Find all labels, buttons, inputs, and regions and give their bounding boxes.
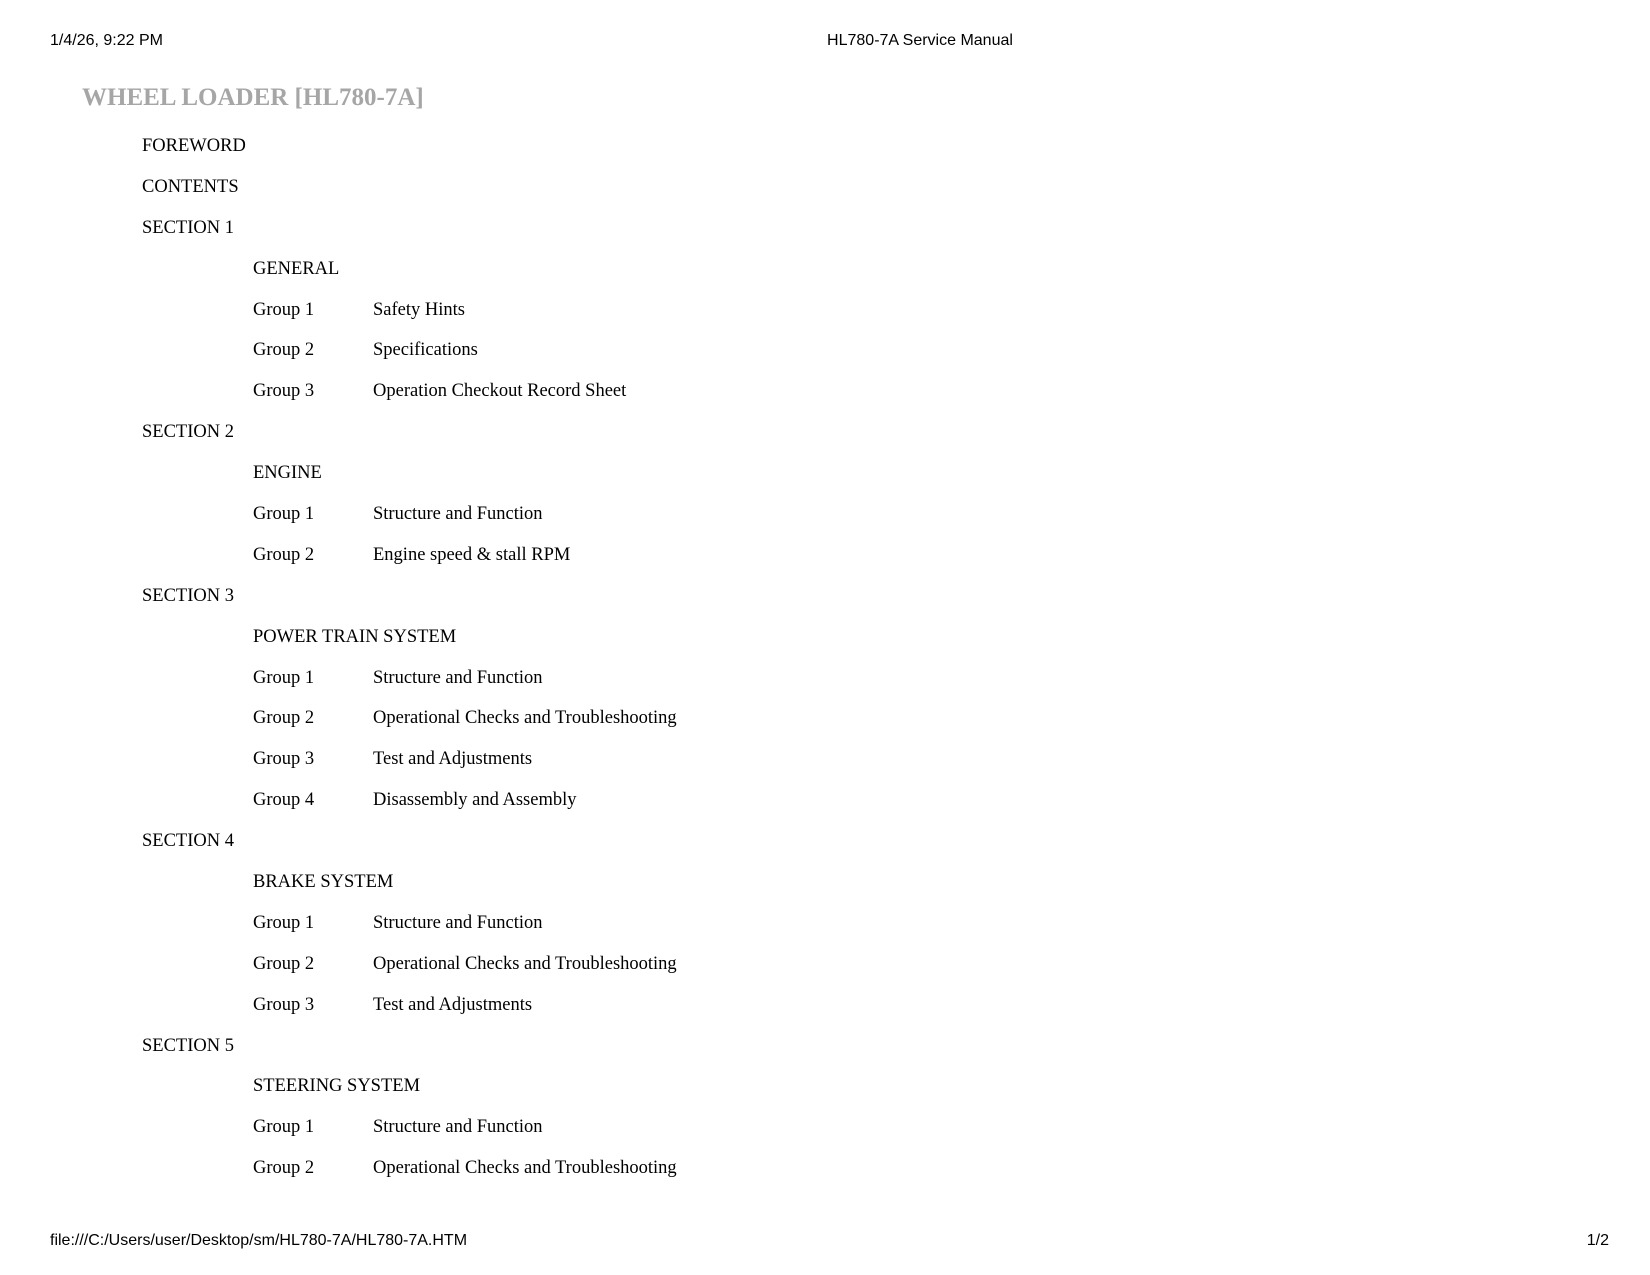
toc-group-number[interactable]: Group 3 xyxy=(253,381,315,402)
toc-group-row xyxy=(0,290,465,331)
toc-group-number[interactable]: Group 3 xyxy=(253,994,315,1015)
toc-group-row xyxy=(0,698,677,739)
toc-subsection-label: STEERING SYSTEM xyxy=(253,1076,421,1097)
toc-group-number[interactable]: Group 4 xyxy=(253,790,315,811)
page-heading: WHEEL LOADER [HL780-7A] xyxy=(82,84,424,111)
toc-group-row xyxy=(0,330,478,371)
toc-subsection-row xyxy=(0,453,456,494)
toc-group-link[interactable]: Operational Checks and Troubleshooting xyxy=(373,1158,677,1179)
toc-group-link[interactable]: Operational Checks and Troubleshooting xyxy=(373,708,677,729)
toc-section-row xyxy=(0,126,456,167)
toc-group-number[interactable]: Group 3 xyxy=(253,749,315,770)
toc-section-link[interactable]: SECTION 5 xyxy=(142,1035,234,1056)
page-number: 1/2 xyxy=(1586,1232,1609,1249)
print-date: 1/4/26, 9:22 PM xyxy=(50,32,163,49)
toc-section-row xyxy=(0,208,456,249)
toc-section-link[interactable]: FOREWORD xyxy=(142,136,246,156)
toc-group-number[interactable]: Group 1 xyxy=(253,299,315,320)
toc-section-link[interactable]: SECTION 3 xyxy=(142,585,234,606)
toc-subsection-row xyxy=(0,249,456,290)
toc-group-link[interactable]: Structure and Function xyxy=(373,504,543,525)
toc-section-link[interactable]: SECTION 4 xyxy=(142,831,234,852)
print-url: file:///C:/Users/user/Desktop/sm/HL780-7A/HL780-7A.HTM xyxy=(50,1232,468,1249)
toc-group-row xyxy=(0,535,571,576)
toc-group-row xyxy=(0,985,533,1026)
toc-section-row xyxy=(0,412,456,453)
toc-group-link[interactable]: Structure and Function xyxy=(373,912,543,933)
toc-group-link[interactable]: Operation Checkout Record Sheet xyxy=(373,381,627,402)
toc-subsection-label: POWER TRAIN SYSTEM xyxy=(253,626,457,647)
toc-subsection-label: GENERAL xyxy=(253,258,340,279)
toc-group-number[interactable]: Group 2 xyxy=(253,953,315,974)
toc-section-link[interactable]: SECTION 2 xyxy=(142,422,234,443)
toc-section-row xyxy=(0,167,456,208)
toc-group-row xyxy=(0,494,543,535)
toc-group-link[interactable]: Safety Hints xyxy=(373,299,465,320)
toc-group-number[interactable]: Group 1 xyxy=(253,667,315,688)
toc-group-number[interactable]: Group 2 xyxy=(253,1158,315,1179)
toc-group-row xyxy=(0,1107,543,1148)
toc-subsection-row xyxy=(0,617,456,658)
toc-group-link[interactable]: Operational Checks and Troubleshooting xyxy=(373,953,677,974)
toc-group-number[interactable]: Group 1 xyxy=(253,1117,315,1138)
toc-group-link[interactable]: Structure and Function xyxy=(373,1117,543,1138)
toc-group-number[interactable]: Group 1 xyxy=(253,504,315,525)
toc-group-row xyxy=(0,1148,677,1189)
toc-section-row xyxy=(0,576,456,617)
toc-group-number[interactable]: Group 2 xyxy=(253,544,315,565)
toc-section-link[interactable]: SECTION 1 xyxy=(142,217,234,238)
toc-group-number[interactable]: Group 2 xyxy=(253,708,315,729)
toc-subsection-label: BRAKE SYSTEM xyxy=(253,872,394,893)
toc-group-row xyxy=(0,371,627,412)
toc-group-link[interactable]: Engine speed & stall RPM xyxy=(373,544,571,565)
toc-group-link[interactable]: Test and Adjustments xyxy=(373,994,533,1015)
toc-subsection-label: ENGINE xyxy=(253,463,322,484)
toc-group-row xyxy=(0,944,677,985)
toc-group-link[interactable]: Specifications xyxy=(373,340,478,361)
toc-section-row xyxy=(0,1026,456,1067)
table-of-contents xyxy=(0,126,677,1189)
toc-subsection-row xyxy=(0,862,456,903)
toc-section-link[interactable]: CONTENTS xyxy=(142,176,239,197)
toc-group-number[interactable]: Group 1 xyxy=(253,912,315,933)
toc-group-link[interactable]: Structure and Function xyxy=(373,667,543,688)
print-title: HL780-7A Service Manual xyxy=(827,32,1013,49)
toc-group-row xyxy=(0,780,577,821)
toc-group-link[interactable]: Test and Adjustments xyxy=(373,749,533,770)
toc-group-row xyxy=(0,739,533,780)
toc-subsection-row xyxy=(0,1066,456,1107)
toc-group-row xyxy=(0,903,543,944)
toc-section-row xyxy=(0,821,456,862)
toc-group-link[interactable]: Disassembly and Assembly xyxy=(373,790,577,811)
toc-group-number[interactable]: Group 2 xyxy=(253,340,315,361)
toc-group-row xyxy=(0,658,543,699)
